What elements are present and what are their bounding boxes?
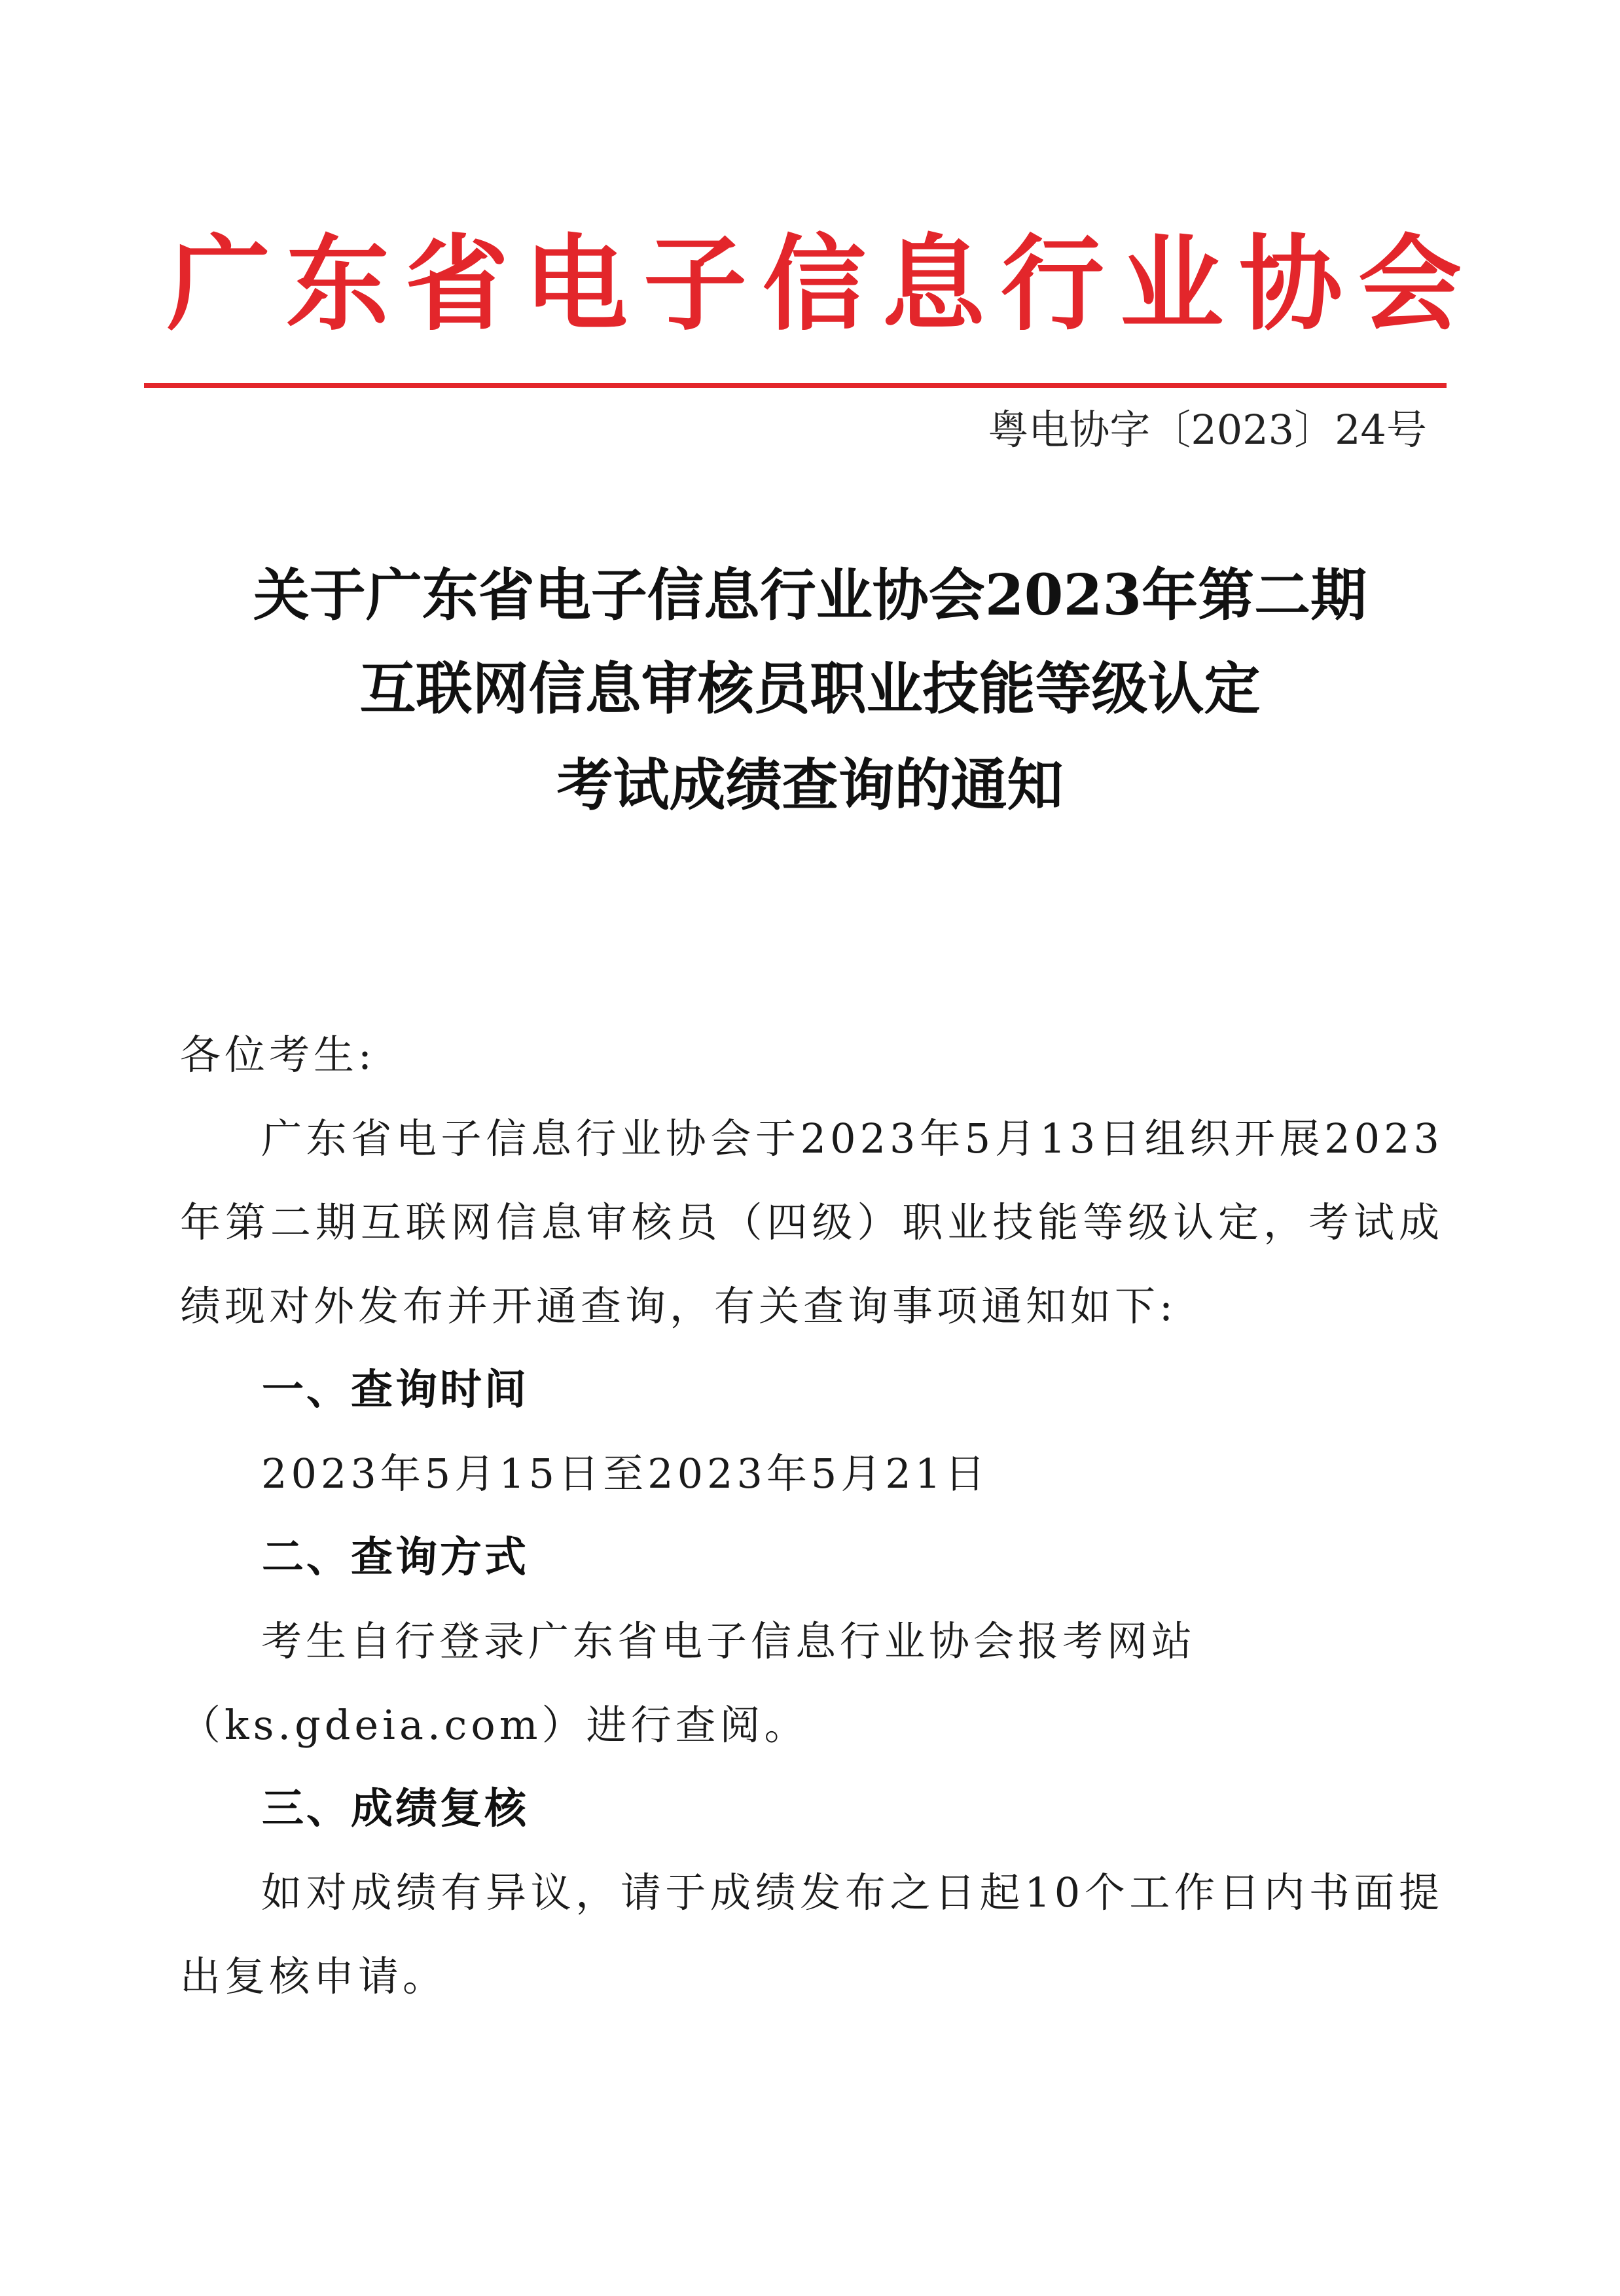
document-number: 粤电协字〔2023〕24号	[988, 406, 1427, 454]
section-heading-score-review: 三、成绩复核	[262, 1785, 529, 1833]
section-heading-query-time: 一、查询时间	[262, 1366, 529, 1414]
title-line-1: 关于广东省电子信息行业协会2023年第二期	[253, 562, 1367, 628]
score-review-paragraph: 如对成绩有异议，请于成绩发布之日起10个工作日内书面提出复核申请。	[180, 1869, 1443, 2000]
title-line-2: 互联网信息审核员职业技能等级认定	[359, 656, 1261, 722]
section-heading-query-method: 二、查询方式	[262, 1534, 529, 1582]
salutation: 各位考生:	[180, 1031, 376, 1079]
header-red-rule	[144, 383, 1447, 388]
query-method-paragraph: 考生自行登录广东省电子信息行业协会报考网站（ks.gdeia.com）进行查阅。	[180, 1617, 1197, 1749]
organization-header: 广东省电子信息行业协会	[167, 224, 1477, 345]
intro-paragraph: 广东省电子信息行业协会于2023年5月13日组织开展2023年第二期互联网信息审核员（四级）职业技能等级认定，考试成绩现对外发布并开通查询，有关查询事项通知如下:	[180, 1115, 1443, 1330]
query-date-range: 2023年5月15日至2023年5月21日	[261, 1450, 990, 1498]
title-line-3: 考试成绩查询的通知	[556, 752, 1064, 818]
